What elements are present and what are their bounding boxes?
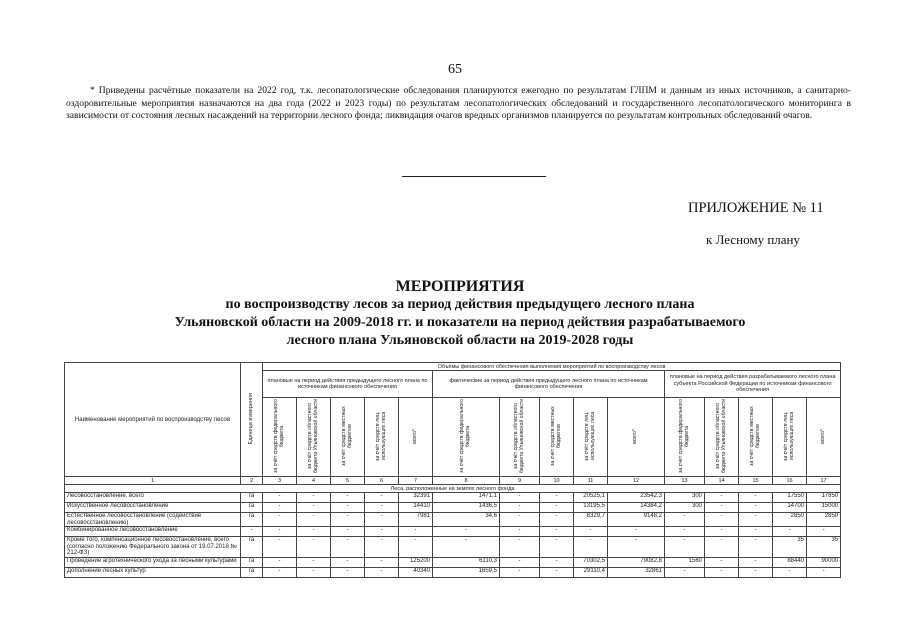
header-source-local-label: за счёт средств местных бюджетов [748, 406, 761, 466]
value-cell: - [739, 557, 773, 567]
activity-name: Комбинированное лесовосстановление [65, 527, 241, 537]
activity-name: Естественное лесовосстановление (содействие лесовосстановлению) [65, 513, 241, 527]
value-cell: - [540, 493, 574, 503]
header-source-federal [263, 398, 297, 477]
column-number: 10 [540, 477, 574, 485]
column-number: 6 [365, 477, 399, 485]
value-cell: - [500, 527, 540, 537]
header-source-users-label: за счёт средств лиц, использующих леса [583, 411, 596, 461]
value-cell: 300 [665, 493, 705, 503]
appendix-subtitle: к Лесному плану [706, 232, 801, 247]
activity-name: Искусственное лесовосстановление [65, 503, 241, 513]
header-activity-name: Наименование мероприятий по воспроизводству лесов [65, 363, 241, 477]
activity-name: Лесовосстановление, всего [65, 493, 241, 503]
value-cell: - [297, 527, 331, 537]
value-cell: - [263, 513, 297, 527]
value-cell: - [608, 527, 665, 537]
column-number: 1 [65, 477, 241, 485]
header-source-total [608, 398, 665, 477]
value-cell: 14700 [773, 503, 807, 513]
value-cell: - [574, 527, 608, 537]
header-source-users-label: за счёт средств лиц, использующих леса [374, 411, 387, 461]
value-cell: - [807, 527, 841, 537]
value-cell: - [540, 503, 574, 513]
title-line-3: Ульяновской области на 2009-2018 гг. и показатели на период действия разрабатываемого [174, 315, 746, 330]
column-numbers-row [65, 477, 841, 485]
table-row [65, 537, 841, 558]
header-source-local [739, 398, 773, 477]
value-cell: - [608, 537, 665, 558]
value-cell: 35 [807, 537, 841, 558]
header-source-federal [433, 398, 500, 477]
header-source-regional [705, 398, 739, 477]
header-source-local-label: за счёт средств местных бюджетов [549, 406, 562, 466]
unit-cell: га [241, 537, 263, 558]
document-title [80, 278, 840, 350]
value-cell: - [540, 527, 574, 537]
value-cell: - [365, 513, 399, 527]
value-cell: - [365, 567, 399, 577]
unit-cell: га [241, 567, 263, 577]
value-cell: - [297, 537, 331, 558]
value-cell: - [297, 503, 331, 513]
value-cell: - [297, 557, 331, 567]
value-cell: 300 [665, 503, 705, 513]
value-cell: - [705, 567, 739, 577]
value-cell: - [365, 527, 399, 537]
header-source-users [574, 398, 608, 477]
value-cell: - [574, 537, 608, 558]
value-cell: - [500, 537, 540, 558]
value-cell: - [739, 527, 773, 537]
unit-cell: - [241, 527, 263, 537]
value-cell: - [739, 493, 773, 503]
value-cell: 9148,2 [608, 513, 665, 527]
value-cell: - [331, 503, 365, 513]
value-cell: - [773, 567, 807, 577]
header-source-total [807, 398, 841, 477]
value-cell: - [500, 503, 540, 513]
value-cell: 17850 [807, 493, 841, 503]
value-cell: - [433, 537, 500, 558]
value-cell: - [365, 557, 399, 567]
header-source-regional [500, 398, 540, 477]
value-cell: 1471,1 [433, 493, 500, 503]
value-cell: 35 [773, 537, 807, 558]
value-cell: - [433, 527, 500, 537]
divider-line [402, 176, 546, 177]
column-number: 15 [739, 477, 773, 485]
value-cell: - [739, 537, 773, 558]
activity-name: Дополнение лесных культур [65, 567, 241, 577]
value-cell: 14384,2 [608, 503, 665, 513]
column-number: 3 [263, 477, 297, 485]
value-cell: 2850 [807, 513, 841, 527]
table-row [65, 557, 841, 567]
value-cell: - [399, 537, 433, 558]
footnote [66, 85, 851, 123]
header-source-total-label: всего* [632, 428, 639, 444]
value-cell: - [705, 513, 739, 527]
value-cell: - [500, 513, 540, 527]
value-cell: - [500, 557, 540, 567]
value-cell: 34,6 [433, 513, 500, 527]
title-line-1: МЕРОПРИЯТИЯ [395, 278, 525, 295]
value-cell: 6110,3 [433, 557, 500, 567]
value-cell: - [773, 527, 807, 537]
activity-name: Кроме того, компенсационное лесовосстановление, всего (согласно положению Федерального закона от 19.07.2018 № 212-ФЗ) [65, 537, 241, 558]
value-cell: - [705, 557, 739, 567]
value-cell: 14410 [399, 503, 433, 513]
value-cell: - [739, 567, 773, 577]
footnote-text: * Приведены расчётные показатели на 2022 год, т.к. лесопатологические обследования планируются ежегодно по результатам ГЛПМ и данным из иных источников, а санитарно-оздоровительные мероприятия назначаются на два года (2022 и 2023 годы) по результатам лесопатологических обследований и государственного лесопатологического мониторинга в зависимости от состояния лесных насаждений на территории лесного фонда; ликвидация очагов вредных организмов планируется по результатам контрольных обследований очагов. [66, 85, 851, 122]
page-number: 65 [448, 62, 462, 77]
value-cell: 79082,8 [608, 557, 665, 567]
header-source-local [540, 398, 574, 477]
value-cell: - [263, 537, 297, 558]
value-cell: - [365, 493, 399, 503]
value-cell: 125200 [399, 557, 433, 567]
value-cell: - [705, 527, 739, 537]
value-cell: 32861 [608, 567, 665, 577]
appendix-label: ПРИЛОЖЕНИЕ № 11 [688, 200, 824, 216]
header-group-planned: плановые на период действия предыдущего лесного плана по источникам финансового обеспечения [263, 371, 433, 398]
value-cell: - [365, 537, 399, 558]
value-cell: - [399, 527, 433, 537]
header-group-actual: фактические за период действия предыдущего лесного плана по источникам финансового обеспечения [433, 371, 665, 398]
value-cell: - [705, 537, 739, 558]
value-cell: - [540, 567, 574, 577]
value-cell: - [705, 493, 739, 503]
table-row [65, 493, 841, 503]
value-cell: 70302,5 [574, 557, 608, 567]
section-row [65, 485, 841, 493]
header-unit-label: Единица измерения [247, 392, 254, 445]
column-number: 12 [608, 477, 665, 485]
value-cell: - [705, 503, 739, 513]
value-cell: - [263, 527, 297, 537]
unit-cell: га [241, 557, 263, 567]
value-cell: - [263, 567, 297, 577]
header-source-local [331, 398, 365, 477]
value-cell: - [540, 513, 574, 527]
value-cell: 2850 [773, 513, 807, 527]
value-cell: 20525,1 [574, 493, 608, 503]
activity-name: Проведение агротехнического ухода за лесными культурами [65, 557, 241, 567]
header-source-users [773, 398, 807, 477]
value-cell: - [263, 557, 297, 567]
table-row [65, 527, 841, 537]
value-cell: - [263, 493, 297, 503]
value-cell: - [331, 557, 365, 567]
header-source-regional [297, 398, 331, 477]
header-source-federal-label: за счёт средств федерального бюджета [677, 399, 690, 473]
column-number: 13 [665, 477, 705, 485]
column-number: 9 [500, 477, 540, 485]
value-cell: 1560 [665, 557, 705, 567]
unit-cell: га [241, 503, 263, 513]
header-source-users-label: за счёт средств лиц, использующих леса [782, 411, 795, 461]
column-number: 17 [807, 477, 841, 485]
value-cell: - [297, 513, 331, 527]
column-number: 14 [705, 477, 739, 485]
title-line-4: лесного плана Ульяновской области на 2019-2028 годы [286, 333, 634, 348]
value-cell: 13195,5 [574, 503, 608, 513]
value-cell: 40340 [399, 567, 433, 577]
value-cell: - [807, 567, 841, 577]
header-source-federal [665, 398, 705, 477]
value-cell: - [540, 537, 574, 558]
column-number: 16 [773, 477, 807, 485]
header-source-federal-label: за счёт средств федерального бюджета [459, 399, 471, 473]
section-title: Леса, расположенные на землях лесного фонда [65, 485, 841, 493]
column-number: 4 [297, 477, 331, 485]
header-source-total-label: всего* [819, 428, 826, 444]
header-unit [241, 363, 263, 477]
table-row [65, 503, 841, 513]
value-cell: 17550 [773, 493, 807, 503]
value-cell: - [331, 513, 365, 527]
value-cell: - [331, 567, 365, 577]
column-number: 5 [331, 477, 365, 485]
header-financing: Объёмы финансового обеспечения выполнения мероприятий по воспроизводству лесов [263, 363, 841, 371]
value-cell: 29110,4 [574, 567, 608, 577]
header-source-total [399, 398, 433, 477]
value-cell: - [665, 537, 705, 558]
value-cell: - [263, 503, 297, 513]
value-cell: - [365, 503, 399, 513]
table-row [65, 513, 841, 527]
value-cell: 1659,5 [433, 567, 500, 577]
value-cell: 88440 [773, 557, 807, 567]
value-cell: 15000 [807, 503, 841, 513]
column-number: 11 [574, 477, 608, 485]
unit-cell: га [241, 493, 263, 503]
value-cell: - [665, 513, 705, 527]
value-cell: - [297, 567, 331, 577]
value-cell: 8329,7 [574, 513, 608, 527]
header-source-users [365, 398, 399, 477]
value-cell: - [331, 537, 365, 558]
column-number: 8 [433, 477, 500, 485]
value-cell: - [331, 527, 365, 537]
value-cell: - [500, 493, 540, 503]
value-cell: - [739, 503, 773, 513]
table-row [65, 567, 841, 577]
header-source-regional-label: за счёт средств областного бюджета Ульяновской области [714, 398, 727, 474]
value-cell: - [665, 527, 705, 537]
value-cell: - [739, 513, 773, 527]
value-cell: 32391 [399, 493, 433, 503]
column-number: 7 [399, 477, 433, 485]
header-source-total-label: всего* [411, 428, 418, 444]
value-cell: - [297, 493, 331, 503]
value-cell: 23542,3 [608, 493, 665, 503]
value-cell: - [540, 557, 574, 567]
reforestation-table [64, 362, 841, 578]
value-cell: 1436,5 [433, 503, 500, 513]
header-group-new: плановые на период действия разрабатываемого лесного плана субъекта Российской Федерации по источникам финансового обеспечения [665, 371, 841, 398]
value-cell: - [500, 567, 540, 577]
header-source-regional-label: за счёт средств областного бюджета Ульяновской области [512, 398, 525, 474]
value-cell: 90000 [807, 557, 841, 567]
header-source-local-label: за счёт средств местных бюджетов [340, 406, 353, 466]
value-cell: - [665, 567, 705, 577]
unit-cell: га [241, 513, 263, 527]
column-number: 2 [241, 477, 263, 485]
header-source-federal-label: за счёт средств федерального бюджета [272, 399, 285, 473]
header-source-regional-label: за счёт средств областного бюджета Ульяновской области [306, 398, 319, 474]
value-cell: - [331, 493, 365, 503]
value-cell: 7981 [399, 513, 433, 527]
title-line-2: по воспроизводству лесов за период действия предыдущего лесного плана [225, 297, 695, 312]
